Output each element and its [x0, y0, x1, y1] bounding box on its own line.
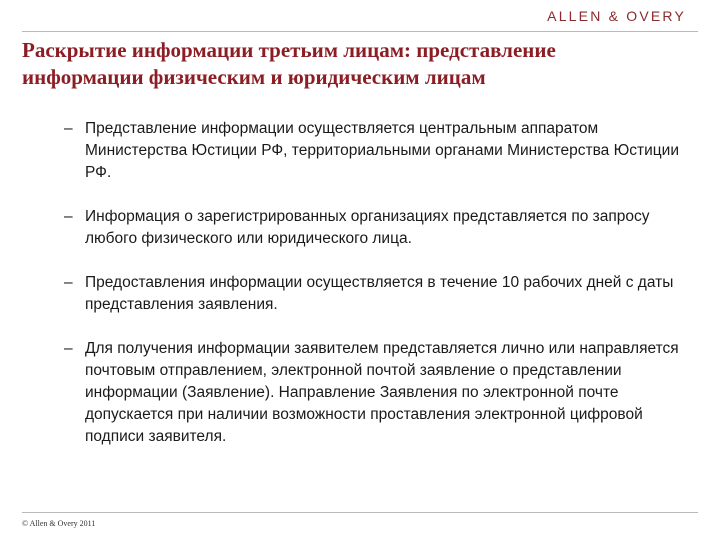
bullet-dash: –: [64, 274, 73, 291]
bullet-dash: –: [64, 208, 73, 225]
bullet-text: Предоставления информации осуществляется в течение 10 рабочих дней с даты представления заявления.: [85, 274, 674, 313]
bullet-text: Информация о зарегистрированных организациях представляется по запросу любого физического или юридического лица.: [85, 208, 650, 247]
bullet-item: [64, 118, 684, 184]
footer-copyright: © Allen & Overy 2011: [22, 519, 96, 528]
bullet-list: [64, 118, 684, 470]
footer-divider: [22, 512, 698, 513]
bullet-text: Для получения информации заявителем представляется лично или направляется почтовым отправлением, электронной почтой заявление о представлении информации (Заявление). Направление Заявления по электронной почте допускается при наличии возможности проставления электронной цифровой подписи заявителя.: [85, 340, 679, 445]
bullet-text: Представление информации осуществляется центральным аппаратом Министерства Юстиции РФ, территориальными органами Министерства Юстиции РФ.: [85, 120, 679, 181]
slide-title: Раскрытие информации третьим лицам: представление информации физическим и юридическим лицам: [22, 38, 556, 89]
bullet-dash: –: [64, 340, 73, 357]
bullet-dash: –: [64, 120, 73, 137]
company-logo: ALLEN & OVERY: [547, 8, 686, 24]
bullet-item: [64, 272, 684, 316]
bullet-item: [64, 206, 684, 250]
bullet-item: [64, 338, 684, 448]
header-divider: [22, 31, 698, 32]
